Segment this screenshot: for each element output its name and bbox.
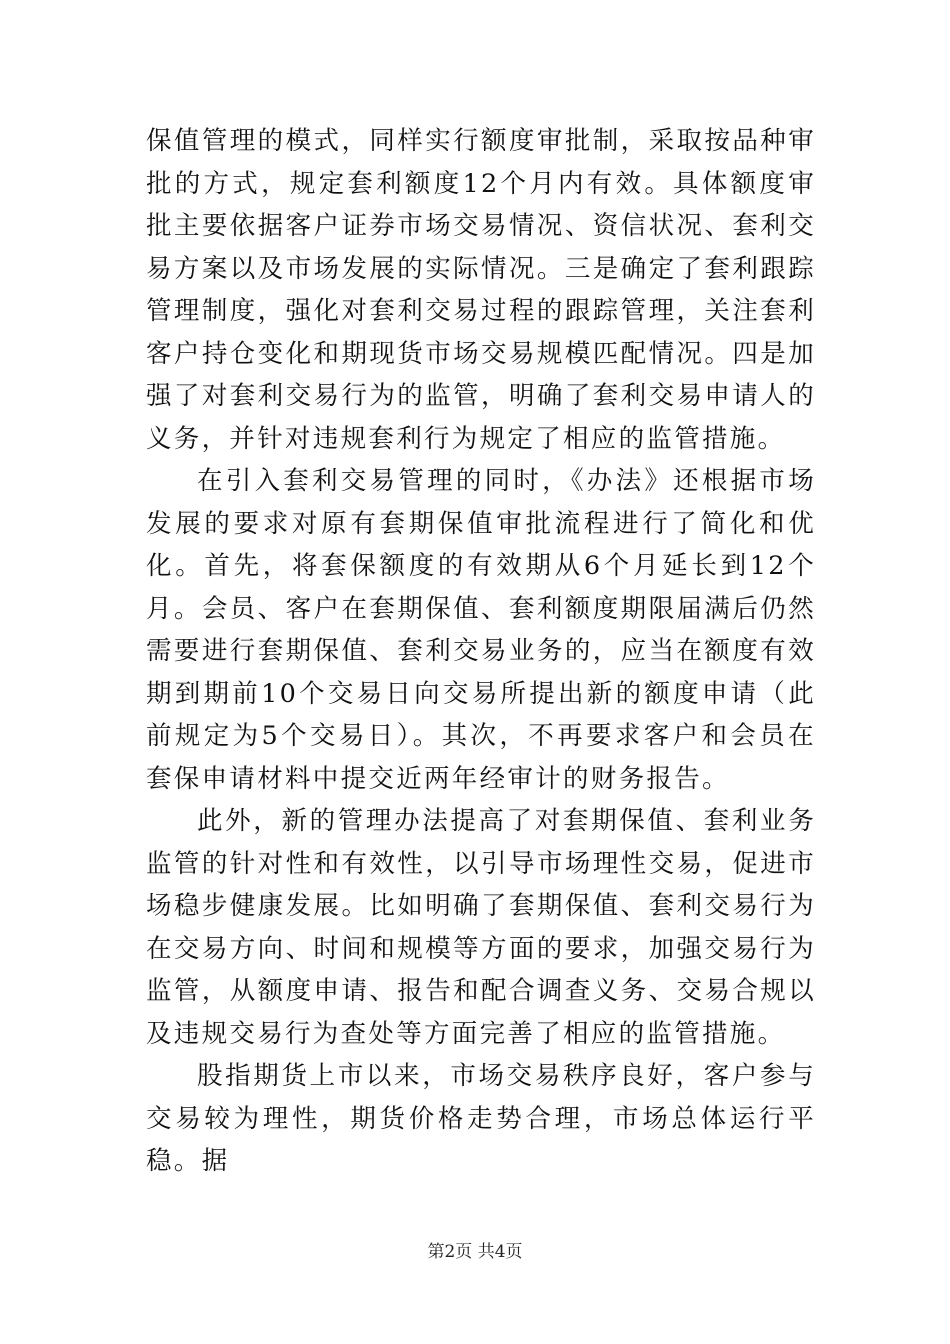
paragraph: 此外，新的管理办法提高了对套期保值、套利业务监管的针对性和有效性，以引导市场理性交易，促进市场稳步健康发展。比如明确了套期保值、套利交易行为在交易方向、时间和规模等方面的要求，加强交易行为监管，从额度申请、报告和配合调查义务、交易合规以及违规交易行为查处等方面完善了相应的监管措施。: [146, 806, 816, 1049]
paragraph: 股指期货上市以来，市场交易秩序良好，客户参与交易较为理性，期货价格走势合理，市场总体运行平稳。据: [146, 1061, 816, 1176]
paragraph-continuation: 保值管理的模式，同样实行额度审批制，采取按品种审批的方式，规定套利额度12个月内有效。具体额度审批主要依据客户证券市场交易情况、资信状况、套利交易方案以及市场发展的实际情况。三是确定了套利跟踪管理制度，强化对套利交易过程的跟踪管理，关注套利客户持仓变化和期现货市场交易规模匹配情况。四是加强了对套利交易行为的监管，明确了套利交易申请人的义务，并针对违规套利行为规定了相应的监管措施。: [146, 126, 816, 454]
paragraph: 在引入套利交易管理的同时，《办法》还根据市场发展的要求对原有套期保值审批流程进行了简化和优化。首先，将套保额度的有效期从6个月延长到12个月。会员、客户在套期保值、套利额度期限届满后仍然需要进行套期保值、套利交易业务的，应当在额度有效期到期前10个交易日向交易所提出新的额度申请（此前规定为5个交易日）。其次，不再要求客户和会员在套保申请材料中提交近两年经审计的财务报告。: [146, 466, 816, 794]
page-footer: 第2页 共4页: [427, 1242, 523, 1262]
body-text: [146, 120, 816, 1183]
